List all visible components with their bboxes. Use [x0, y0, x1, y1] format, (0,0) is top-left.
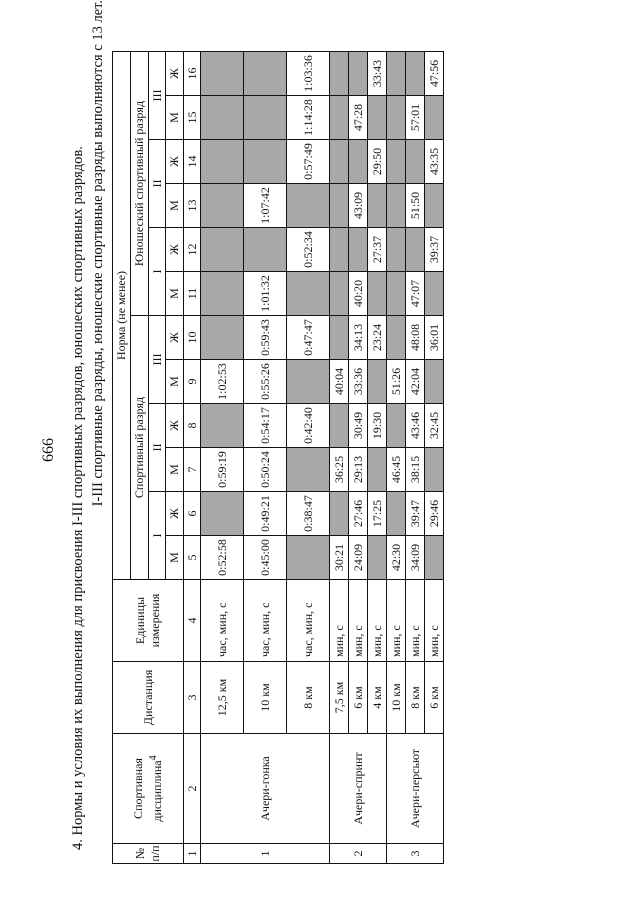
norm-value-cell: 0:50:24 — [244, 448, 287, 492]
norm-value-cell — [201, 228, 244, 272]
row-number: 1 — [201, 844, 330, 864]
norm-value-cell — [201, 272, 244, 316]
norm-value-cell: 51:50 — [406, 184, 425, 228]
norm-value-cell: 0:47:47 — [287, 316, 330, 360]
norm-value-cell: 29:46 — [425, 492, 444, 536]
column-number: 15 — [184, 96, 201, 140]
norm-value-cell: 40:20 — [349, 272, 368, 316]
norm-value-cell — [287, 448, 330, 492]
norm-value-cell: 0:59:43 — [244, 316, 287, 360]
norm-value-cell: 43:46 — [406, 404, 425, 448]
norm-value-cell: 32:45 — [425, 404, 444, 448]
distance-cell: 10 км — [387, 662, 406, 734]
column-number: 1 — [184, 844, 201, 864]
row-number: 2 — [330, 844, 387, 864]
norm-value-cell: 43:09 — [349, 184, 368, 228]
norm-value-cell: 1:14:28 — [287, 96, 330, 140]
norm-value-cell: 47:07 — [406, 272, 425, 316]
norm-value-cell: 23:24 — [368, 316, 387, 360]
distance-cell: 12,5 км — [201, 662, 244, 734]
norm-value-cell — [287, 272, 330, 316]
norm-value-cell — [387, 184, 406, 228]
norm-value-cell — [406, 52, 425, 96]
norm-value-cell — [349, 228, 368, 272]
norm-value-cell: 0:52:58 — [201, 536, 244, 580]
table-row — [387, 52, 406, 864]
norm-value-cell — [406, 228, 425, 272]
norm-value-cell — [368, 448, 387, 492]
norm-value-cell — [201, 492, 244, 536]
column-number: 16 — [184, 52, 201, 96]
norm-value-cell: 47:28 — [349, 96, 368, 140]
norm-value-cell: 29:13 — [349, 448, 368, 492]
discipline-name: Ачери-персьют — [387, 734, 444, 844]
norm-value-cell — [368, 96, 387, 140]
norm-value-cell — [425, 448, 444, 492]
norm-value-cell: 0:54:17 — [244, 404, 287, 448]
row-number: 3 — [387, 844, 444, 864]
gender-header: Ж — [166, 404, 184, 448]
rank-header: I — [149, 228, 166, 316]
column-number: 7 — [184, 448, 201, 492]
norm-value-cell — [368, 360, 387, 404]
column-number: 12 — [184, 228, 201, 272]
norm-value-cell — [330, 316, 349, 360]
norm-value-cell — [349, 140, 368, 184]
norm-value-cell: 30:49 — [349, 404, 368, 448]
table-row — [201, 52, 244, 864]
header-youth-rank: Юношеский спортивный разряд — [131, 52, 149, 316]
norm-value-cell — [201, 184, 244, 228]
unit-cell: мин, с — [387, 580, 406, 662]
norm-value-cell — [387, 52, 406, 96]
gender-header: Ж — [166, 228, 184, 272]
header-discipline-text: Спортивная дисциплина — [131, 758, 164, 822]
norm-value-cell — [368, 272, 387, 316]
norm-value-cell — [201, 52, 244, 96]
norm-value-cell: 0:38:47 — [287, 492, 330, 536]
norm-value-cell — [425, 96, 444, 140]
distance-cell: 6 км — [349, 662, 368, 734]
column-number: 5 — [184, 536, 201, 580]
distance-cell: 8 км — [287, 662, 330, 734]
norm-value-cell — [330, 52, 349, 96]
norm-value-cell — [368, 184, 387, 228]
norm-value-cell — [425, 272, 444, 316]
norm-value-cell: 39:47 — [406, 492, 425, 536]
norm-value-cell — [201, 316, 244, 360]
norm-value-cell — [387, 316, 406, 360]
norm-value-cell: 1:01:32 — [244, 272, 287, 316]
unit-cell: час, мин, с — [244, 580, 287, 662]
norm-value-cell: 27:46 — [349, 492, 368, 536]
norm-value-cell — [201, 404, 244, 448]
column-number: 14 — [184, 140, 201, 184]
section-heading: 4. Нормы и условия их выполнения для присвоения I-III спортивных разрядов, юношеских спортивных разрядов. — [70, 146, 86, 850]
norm-value-cell — [387, 228, 406, 272]
norm-value-cell — [406, 140, 425, 184]
norm-value-cell: 1:03:36 — [287, 52, 330, 96]
norm-value-cell: 0:57:49 — [287, 140, 330, 184]
distance-cell: 7,5 км — [330, 662, 349, 734]
norm-value-cell — [368, 536, 387, 580]
section-subheading: I-III спортивные разряды, юношеские спортивные разряды выполняются с 13 лет. — [90, 0, 106, 507]
unit-cell: мин, с — [406, 580, 425, 662]
norm-value-cell: 42:30 — [387, 536, 406, 580]
norm-value-cell — [425, 184, 444, 228]
gender-header: Ж — [166, 140, 184, 184]
norm-value-cell: 46:45 — [387, 448, 406, 492]
unit-cell: мин, с — [368, 580, 387, 662]
norm-value-cell: 0:45:00 — [244, 536, 287, 580]
norm-value-cell: 51:26 — [387, 360, 406, 404]
gender-header: М — [166, 272, 184, 316]
column-number: 9 — [184, 360, 201, 404]
norm-value-cell — [287, 536, 330, 580]
column-number: 8 — [184, 404, 201, 448]
column-number: 10 — [184, 316, 201, 360]
norm-value-cell: 36:01 — [425, 316, 444, 360]
norm-value-cell: 17:25 — [368, 492, 387, 536]
norm-value-cell — [349, 52, 368, 96]
norm-value-cell: 27:37 — [368, 228, 387, 272]
norm-value-cell — [425, 360, 444, 404]
header-units: Единицы измерения — [113, 580, 184, 662]
unit-cell: час, мин, с — [287, 580, 330, 662]
discipline-name: Ачери-спринт — [330, 734, 387, 844]
norm-value-cell — [287, 360, 330, 404]
header-no: № п/п — [113, 844, 184, 864]
footnote-mark: 4 — [148, 755, 159, 761]
norm-value-cell: 39:37 — [425, 228, 444, 272]
norm-value-cell — [244, 228, 287, 272]
norm-value-cell — [330, 492, 349, 536]
norm-value-cell — [387, 404, 406, 448]
unit-cell: мин, с — [425, 580, 444, 662]
norm-value-cell: 57:01 — [406, 96, 425, 140]
norm-value-cell — [330, 140, 349, 184]
norm-value-cell: 42:04 — [406, 360, 425, 404]
norm-value-cell: 24:09 — [349, 536, 368, 580]
norm-value-cell: 0:52:34 — [287, 228, 330, 272]
norm-value-cell — [330, 96, 349, 140]
norm-value-cell — [387, 272, 406, 316]
header-sport-rank: Спортивный разряд — [131, 316, 149, 580]
gender-header: М — [166, 536, 184, 580]
norm-value-cell: 43:35 — [425, 140, 444, 184]
norm-value-cell: 33:36 — [349, 360, 368, 404]
unit-cell: мин, с — [349, 580, 368, 662]
norm-value-cell: 0:59:19 — [201, 448, 244, 492]
rank-header: III — [149, 316, 166, 404]
norm-value-cell: 0:49:21 — [244, 492, 287, 536]
norms-table — [112, 51, 444, 864]
header-distance: Дистанция — [113, 662, 184, 734]
discipline-name: Ачери-гонка — [201, 734, 330, 844]
column-number: 11 — [184, 272, 201, 316]
norm-value-cell — [244, 52, 287, 96]
distance-cell: 10 км — [244, 662, 287, 734]
unit-cell: час, мин, с — [201, 580, 244, 662]
norm-value-cell — [244, 140, 287, 184]
norm-value-cell — [330, 404, 349, 448]
norm-value-cell: 1:07:42 — [244, 184, 287, 228]
norm-value-cell — [387, 140, 406, 184]
column-number: 6 — [184, 492, 201, 536]
column-number: 13 — [184, 184, 201, 228]
gender-header: Ж — [166, 492, 184, 536]
norm-value-cell — [387, 492, 406, 536]
norm-value-cell — [330, 184, 349, 228]
gender-header: М — [166, 184, 184, 228]
rank-header: III — [149, 52, 166, 140]
norm-value-cell: 38:15 — [406, 448, 425, 492]
rank-header: II — [149, 404, 166, 492]
norm-value-cell — [387, 96, 406, 140]
norm-value-cell: 0:42:40 — [287, 404, 330, 448]
norm-value-cell: 36:25 — [330, 448, 349, 492]
page-number: 666 — [40, 438, 57, 462]
gender-header: М — [166, 360, 184, 404]
norm-value-cell: 33:43 — [368, 52, 387, 96]
norm-value-cell: 47:56 — [425, 52, 444, 96]
gender-header: Ж — [166, 316, 184, 360]
norm-value-cell — [330, 228, 349, 272]
table-row — [330, 52, 349, 864]
norm-value-cell: 1:02:53 — [201, 360, 244, 404]
norm-value-cell: 34:09 — [406, 536, 425, 580]
norm-value-cell: 30:21 — [330, 536, 349, 580]
gender-header: М — [166, 448, 184, 492]
column-number: 3 — [184, 662, 201, 734]
rank-header: I — [149, 492, 166, 580]
norm-value-cell — [425, 536, 444, 580]
norm-value-cell: 29:50 — [368, 140, 387, 184]
gender-header: Ж — [166, 52, 184, 96]
distance-cell: 8 км — [406, 662, 425, 734]
unit-cell: мин, с — [330, 580, 349, 662]
norm-value-cell — [201, 140, 244, 184]
norm-value-cell: 40:04 — [330, 360, 349, 404]
norm-value-cell: 0:55:26 — [244, 360, 287, 404]
rank-header: II — [149, 140, 166, 228]
norm-value-cell: 48:08 — [406, 316, 425, 360]
norm-value-cell — [287, 184, 330, 228]
distance-cell: 4 км — [368, 662, 387, 734]
column-number: 2 — [184, 734, 201, 844]
gender-header: М — [166, 96, 184, 140]
column-number: 4 — [184, 580, 201, 662]
norm-value-cell: 34:13 — [349, 316, 368, 360]
header-norm: Норма (не менее) — [113, 52, 131, 580]
header-discipline — [113, 734, 184, 844]
distance-cell: 6 км — [425, 662, 444, 734]
norm-value-cell — [330, 272, 349, 316]
norm-value-cell — [244, 96, 287, 140]
norm-value-cell — [201, 96, 244, 140]
norm-value-cell: 19:30 — [368, 404, 387, 448]
